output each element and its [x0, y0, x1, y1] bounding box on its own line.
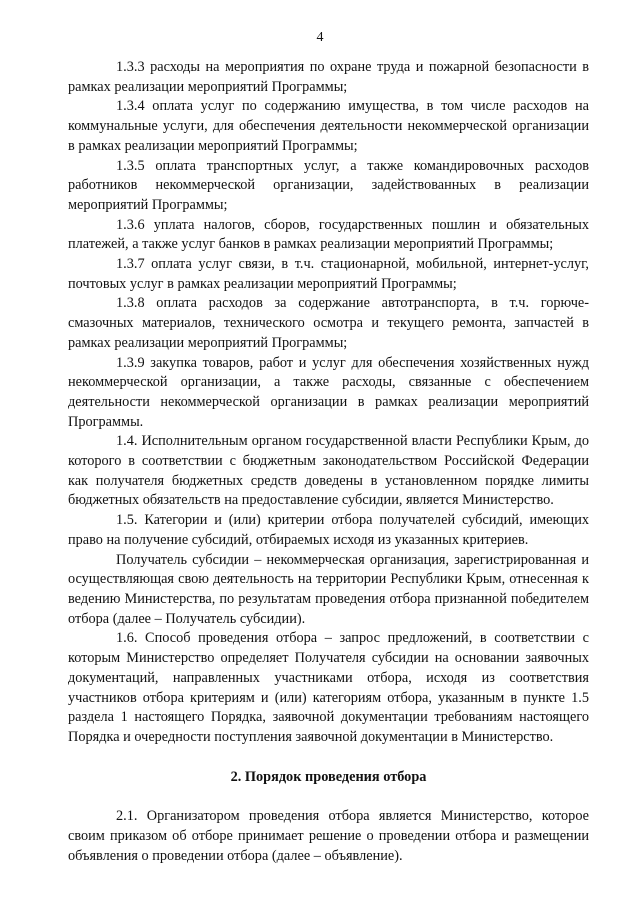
document-body — [68, 58, 589, 866]
paragraph-1-3-3: 1.3.3 расходы на мероприятия по охране труда и пожарной безопасности в рамках реализации мероприятий Программы; — [68, 59, 589, 95]
paragraph-1-3-5: 1.3.5 оплата транспортных услуг, а также командировочных расходов работников некоммерческой организации, задействованных в реализации мероприятий Программы; — [68, 157, 589, 213]
page-number: 4 — [316, 30, 324, 45]
paragraph-1-5: 1.5. Категории и (или) критерии отбора получателей субсидий, имеющих право на получение субсидий, отбираемых исходя из указанных критериев. — [68, 512, 589, 548]
paragraph-recipient-definition: Получатель субсидии – некоммерческая организация, зарегистрированная и осуществляющая свою деятельность на территории Республики Крым, отнесенная к ведению Министерства, по результатам проведения отбора признанной победителем отбора (далее – Получатель субсидии). — [68, 551, 589, 627]
paragraph-1-4: 1.4. Исполнительным органом государственной власти Республики Крым, до которого в соответствии с бюджетным законодательством Российской Федерации как получателя бюджетных средств доведены в установленном порядке лимиты бюджетных обязательств на предоставление субсидии, является Министерство. — [68, 433, 589, 509]
section-heading: 2. Порядок проведения отбора — [230, 768, 427, 785]
paragraph-1-3-7: 1.3.7 оплата услуг связи, в т.ч. стационарной, мобильной, интернет-услуг, почтовых услуг в рамках реализации мероприятий Программы; — [68, 256, 589, 292]
paragraph-2-1: 2.1. Организатором проведения отбора является Министерство, которое своим приказом об отборе принимает решение о проведении отбора и размещении объявления о проведении отбора (далее – объявление). — [68, 808, 589, 864]
paragraph-1-3-8: 1.3.8 оплата расходов за содержание автотранспорта, в т.ч. горюче-смазочных материалов, технического осмотра и текущего ремонта, запчастей в рамках реализации мероприятий Программы; — [68, 295, 589, 351]
paragraph-1-6: 1.6. Способ проведения отбора – запрос предложений, в соответствии с которым Министерство определяет Получателя субсидии на основании заявочных документаций, направленных участниками отбора, исходя из соответствия участников отбора критериям и (или) категориям отбора, указанным в пункте 1.5 раздела 1 настоящего Порядка, заявочной документации требованиям настоящего Порядка и очередности поступления заявочной документации в Министерство. — [68, 630, 589, 745]
paragraph-1-3-4: 1.3.4 оплата услуг по содержанию имущества, в том числе расходов на коммунальные услуги, для обеспечения деятельности некоммерческой организации в рамках реализации мероприятий Программы; — [68, 98, 589, 154]
paragraph-1-3-9: 1.3.9 закупка товаров, работ и услуг для обеспечения хозяйственных нужд некоммерческой организации, а также расходы, связанные с обеспечением деятельности некоммерческой организации в рамках реализации мероприятий Программы. — [68, 354, 589, 430]
paragraph-1-3-6: 1.3.6 уплата налогов, сборов, государственных пошлин и обязательных платежей, а также услуг банков в рамках реализации мероприятий Программы; — [68, 216, 589, 253]
